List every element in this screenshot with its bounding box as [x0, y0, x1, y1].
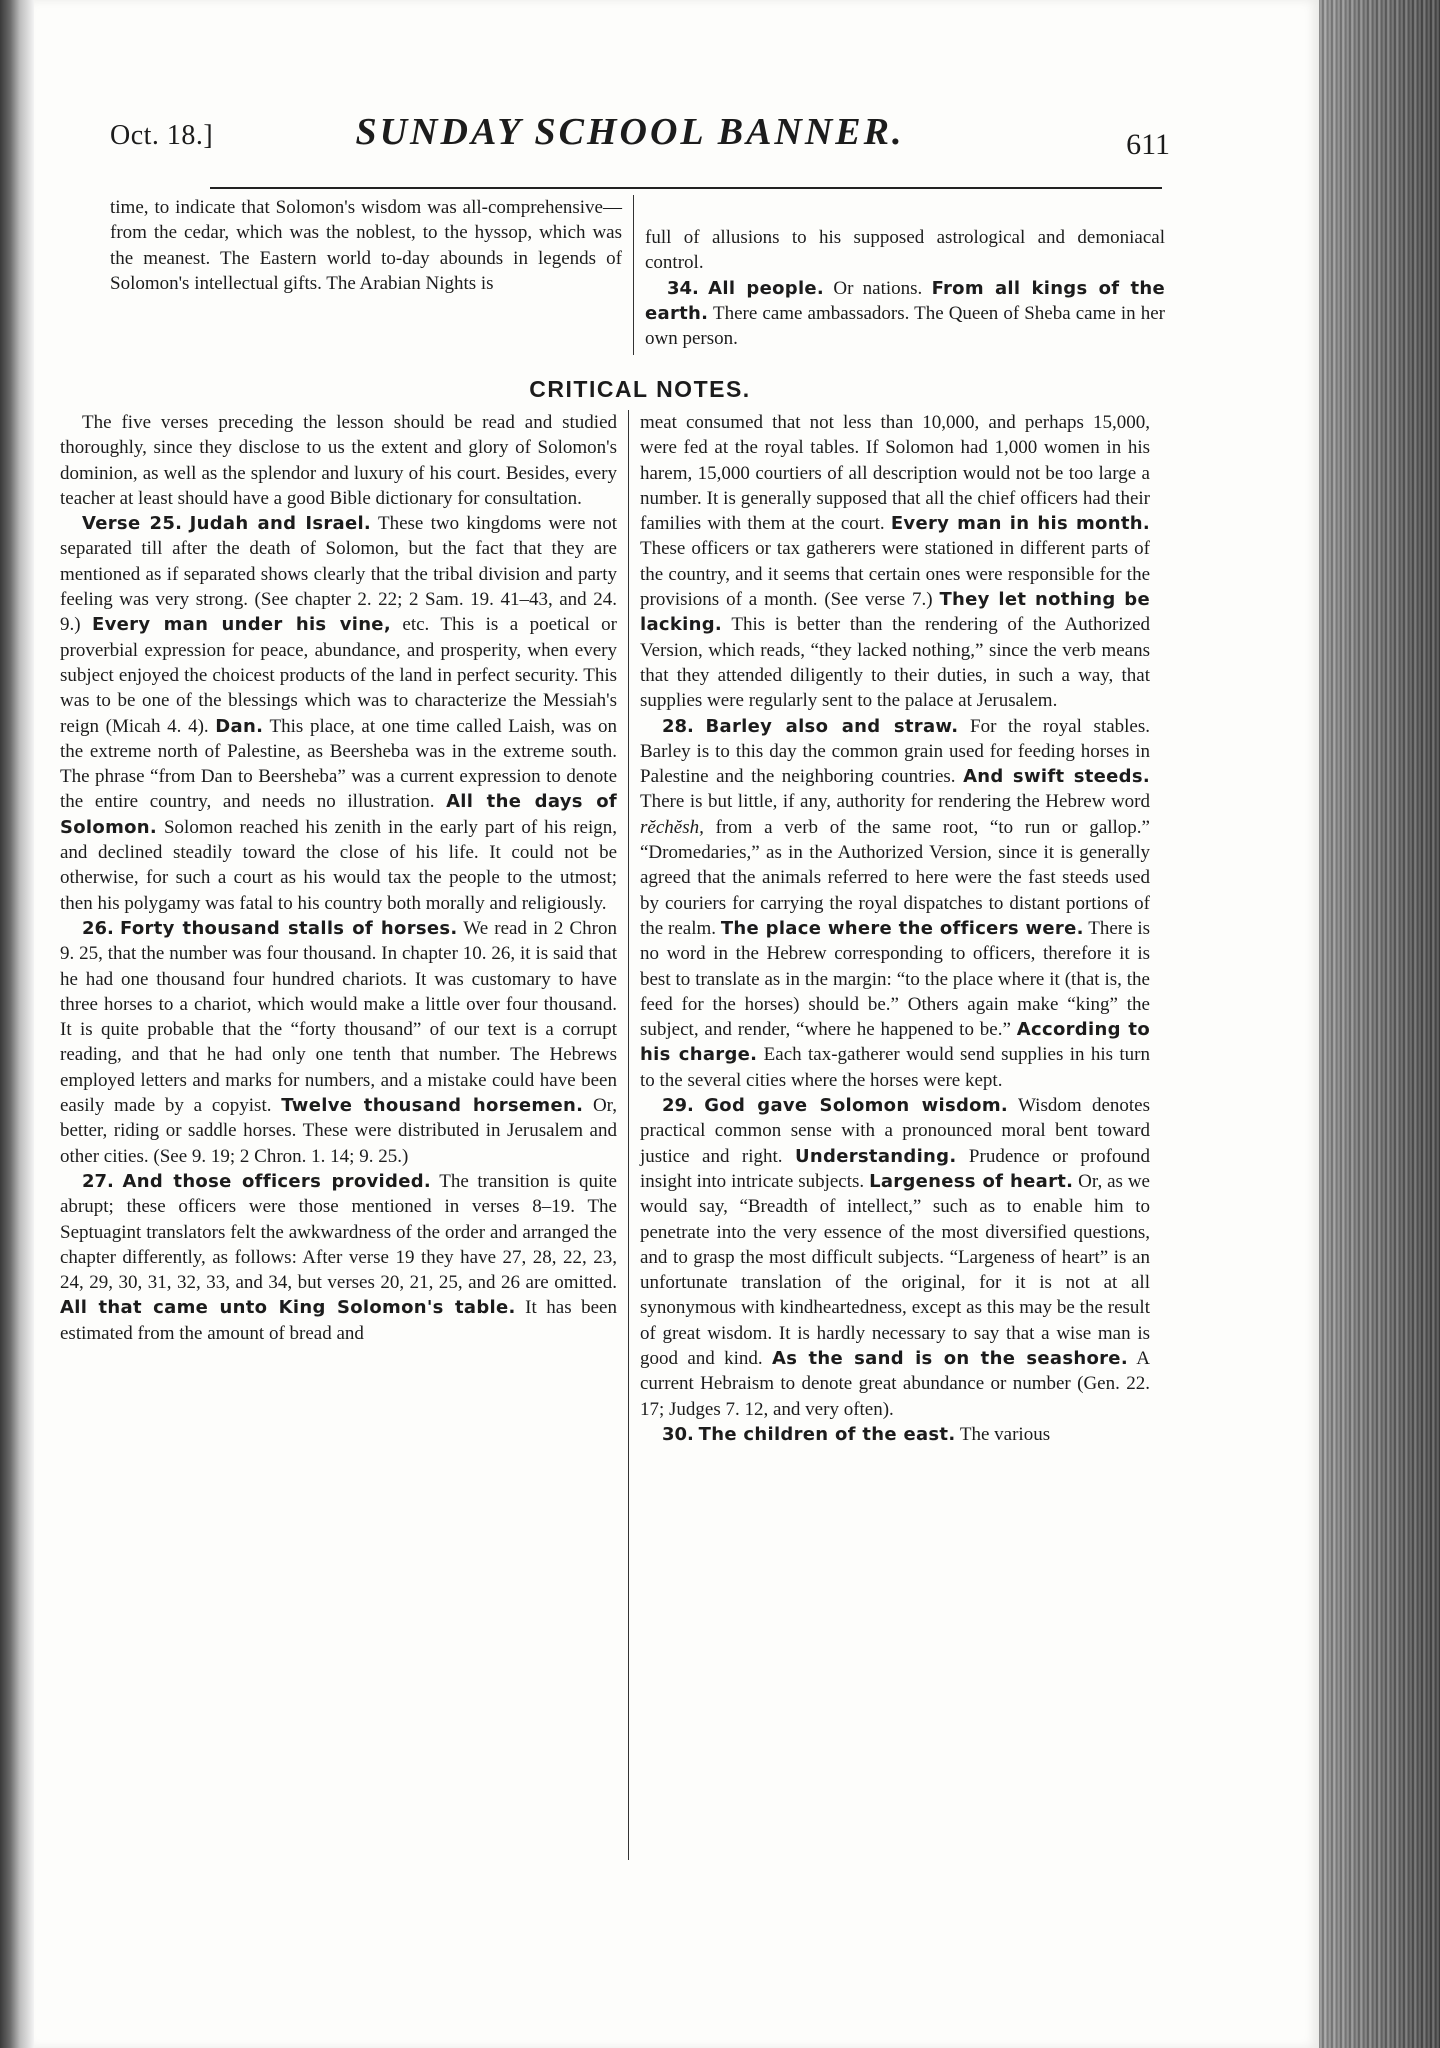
continued-paragraph — [640, 410, 1150, 714]
verse-number: 28. — [662, 715, 694, 737]
keyword: Forty thousand stalls of horses. — [119, 917, 458, 939]
verse-number: 30. — [662, 1423, 694, 1445]
text-run: etc. This is a poetical or proverbial expression for peace, abundance, and prosperity, when every subject enjoyed the choicest products of the land in perfect security. This was to be one of the blessings which was to characterize the Messiah's reign (Micah 4. 4). — [60, 614, 617, 737]
running-date: Oct. 18.] — [110, 120, 214, 151]
text-run: Prudence or profound insight into intricate subjects. — [640, 1145, 1150, 1192]
verse-number: 29. — [662, 1095, 694, 1117]
text-run: These officers or tax gatherers were stationed in different parts of the country, and it seems that certain ones were responsible for the provisions of a month. (See verse 7.) — [640, 538, 1150, 611]
verse-28-paragraph — [640, 714, 1150, 1093]
text-run: We read in 2 Chron 9. 25, that the number was four thousand. In chapter 10. 26, it is said that he had one thousand four hundred chariots. It was customary to have three horses to a chariot, which would make a little over four thousand. It is quite probable that the “forty thousand” of our text is a corrupt reading, and that he had only one tenth that number. The Hebrews employed letters and marks for numbers, and a mistake could have been easily made by a copyist. — [60, 917, 617, 1117]
text-run: There is but little, if any, authority for rendering the Hebrew word — [640, 791, 1150, 813]
keyword: The place where the officers were. — [720, 917, 1084, 939]
book-fore-edge — [1319, 0, 1440, 2048]
keyword: Every man under his vine, — [92, 614, 391, 636]
top-right-paragraph-2 — [645, 276, 1165, 352]
main-column-divider — [628, 410, 629, 1860]
keyword: All the days of Solomon. — [60, 791, 617, 838]
page-number: 611 — [1126, 128, 1170, 161]
keyword: And those officers provided. — [122, 1170, 432, 1192]
text-run: Each tax-gatherer would send supplies in his turn to the several cities where the horses were kept. — [640, 1044, 1150, 1091]
text-run: There is no word in the Hebrew corresponding to officers, therefore it is best to translate as in the margin: “to the place where it (that is, the feed for the horses) should be.” Others again make “king” the subject, and render, “where he happened to be.” — [640, 917, 1150, 1041]
verse-number: 34. — [667, 277, 699, 299]
keyword: As the sand is on the seashore. — [772, 1347, 1128, 1369]
verse-30-paragraph — [640, 1422, 1150, 1447]
verse-27-paragraph — [60, 1169, 617, 1346]
top-right-column — [645, 225, 1165, 351]
running-header — [110, 110, 1170, 180]
keyword: Every man in his month. — [890, 513, 1150, 535]
text-run: Wisdom denotes practical common sense with a pronounced moral bent toward justice and right. — [640, 1095, 1150, 1167]
text-run: Solomon reached his zenith in the early part of his reign, and declined steadily toward the close of his life. It could not be otherwise, for such a court as his would tax the people to the utmost; then his polygamy was fatal to his country both morally and religiously. — [60, 816, 617, 914]
verse-label: Verse 25. — [82, 513, 183, 535]
text-run: from a verb of the same root, “to run or gallop.” “Dromedaries,” as in the Authorized Version, since it is generally agreed that the animals referred to here were the fast steeds used by couriers for carrying the royal dispatches to distant portions of the realm. — [640, 816, 1150, 939]
top-left-paragraph: time, to indicate that Solomon's wisdom was all-comprehensive—from the cedar, which was the noblest, to the hyssop, which was the meanest. The Eastern world to-day abounds in legends of Solomon's intellectual gifts. The Arabian Nights is — [110, 197, 622, 294]
keyword: Dan. — [215, 715, 264, 737]
binding-shadow — [0, 0, 34, 2048]
keyword: The children of the east. — [698, 1423, 956, 1445]
keyword: All people. — [708, 277, 825, 299]
keyword: Largeness of heart. — [869, 1170, 1074, 1192]
keyword: God gave Solomon wisdom. — [704, 1095, 1009, 1117]
text-run: It has been estimated from the amount of bread and — [60, 1297, 617, 1344]
text-run: A current Hebraism to denote great abundance or number (Gen. 22. 17; Judges 7. 12, and very often). — [640, 1347, 1150, 1420]
keyword: They let nothing be lacking. — [640, 589, 1150, 636]
text-run: For the royal stables. Barley is to this day the common grain used for feeding horses in Palestine and the neighboring countries. — [640, 715, 1151, 788]
left-column — [60, 410, 617, 1346]
text-run: The various — [955, 1423, 1051, 1445]
intro-paragraph: The five verses preceding the lesson should be read and studied thoroughly, since they disclose to us the extent and glory of Solomon's dominion, as well as the splendor and luxury of his court. Besides, every teacher at least should have a good Bible dictionary for consultation. — [60, 412, 617, 509]
text-run: This is better than the rendering of the Authorized Version, which reads, “they lacked nothing,” since the verb means that they attended diligently to their duties, in such a way, that supplies were regularly sent to the palace at Jerusalem. — [640, 614, 1150, 712]
keyword: Barley also and straw. — [705, 715, 959, 737]
hebrew-word: rĕchĕsh, — [640, 816, 704, 838]
section-heading: CRITICAL NOTES. — [529, 376, 751, 402]
verse-29-paragraph — [640, 1093, 1150, 1422]
keyword: Twelve thousand horsemen. — [281, 1095, 584, 1117]
top-left-column — [110, 195, 622, 296]
keyword: All that came unto King Solomon's table. — [60, 1297, 516, 1319]
text-run: Or, better, riding or saddle horses. These were distributed in Jerusalem and other cities. (See 9. 19; 2 Chron. 1. 14; 9. 25.) — [60, 1095, 617, 1167]
keyword: From all kings of the earth. — [645, 277, 1165, 324]
running-title: SUNDAY SCHOOL BANNER. — [355, 111, 905, 153]
verse-number: 26. — [82, 917, 114, 939]
verse-25-paragraph — [60, 511, 617, 916]
text-run: Or, as we would say, “Breadth of intellect,” such as to enable him to penetrate into the very essence of the most diversified questions, and to grasp the most difficult subjects. “Largeness of heart” is an unfortunate translation of the original, for it is not at all synonymous with kindheartedness, except as this may be the result of great wisdom. It is hardly necessary to say that a wise man is good and kind. — [640, 1170, 1150, 1369]
right-column — [640, 410, 1150, 1447]
text-run: These two kingdoms were not separated till after the death of Solomon, but the fact that they are mentioned as if separated shows clearly that the tribal division and party feeling was very strong. (See chapter 2. 22; 2 Sam. 19. 41–43, and 24. 9.) — [60, 513, 618, 636]
top-right-paragraph-1: full of allusions to his supposed astrological and demoniacal control. — [645, 227, 1165, 274]
keyword: Judah and Israel. — [189, 513, 372, 535]
keyword: And swift steeds. — [963, 766, 1150, 788]
text-run: The transition is quite abrupt; these officers were those mentioned in verses 8–19. The Septuagint translators felt the awkwardness of the order and arranged the chapter differently, as follows: After verse 19 they have 27, 28, 22, 23, 24, 29, 30, 31, 32, 33, and 34, but verses 20, 21, 25, and 26 are omitted. — [60, 1170, 617, 1294]
keyword: Understanding. — [795, 1145, 957, 1167]
text-run: meat consumed that not less than 10,000, and perhaps 15,000, were fed at the royal tables. If Solomon had 1,000 women in his harem, 15,000 courtiers of all description would not be too large a number. It is generally supposed that all the chief officers had their families with them at the court. — [640, 412, 1150, 535]
verse-26-paragraph — [60, 916, 617, 1169]
top-column-divider — [633, 195, 634, 355]
text-run: Or nations. — [824, 277, 932, 299]
text-run: This place, at one time called Laish, was on the extreme north of Palestine, as Beersheba was in the extreme south. The phrase “from Dan to Beersheba” was a current expression to denote the entire country, and needs no illustration. — [60, 715, 618, 813]
text-run: There came ambassadors. The Queen of Sheba came in her own person. — [645, 302, 1165, 350]
verse-number: 27. — [82, 1170, 114, 1192]
keyword: According to his charge. — [640, 1019, 1150, 1066]
header-rule — [210, 187, 1162, 189]
